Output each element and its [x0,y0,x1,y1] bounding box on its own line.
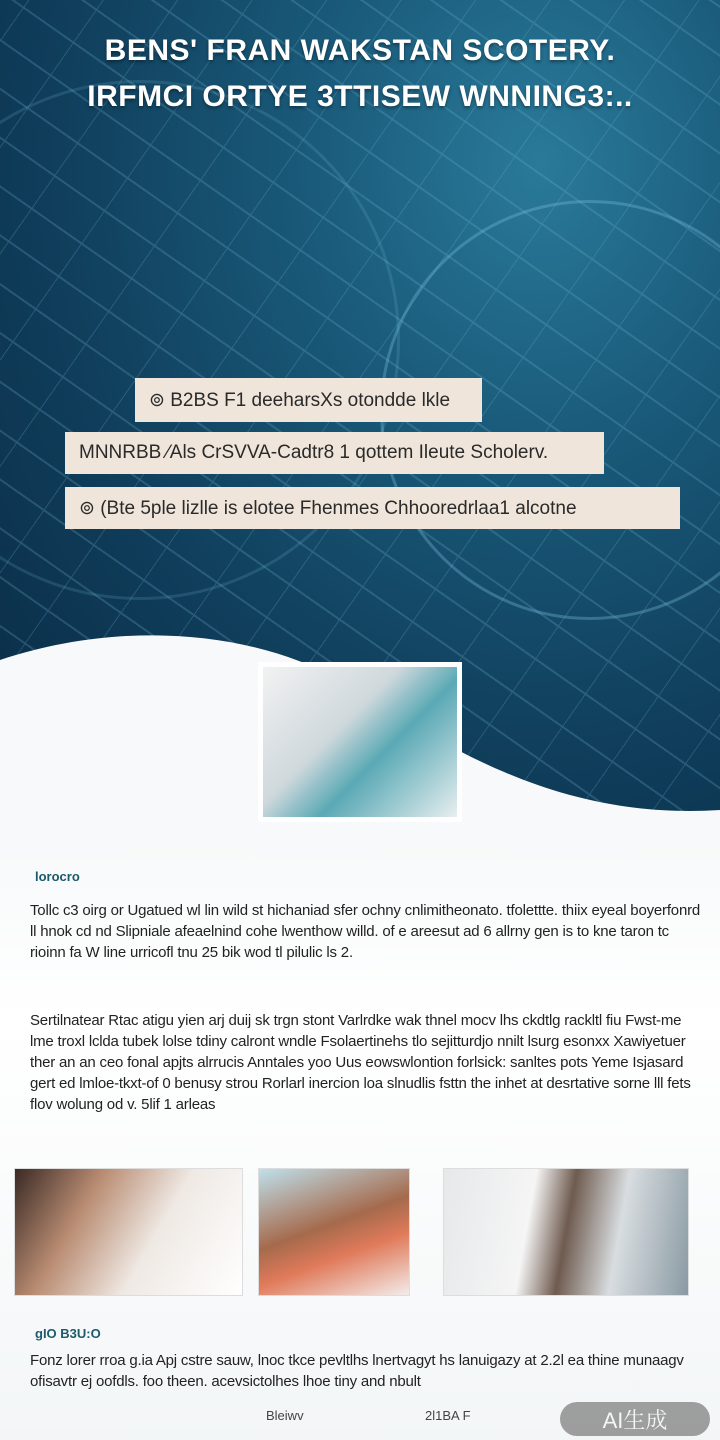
man-working-photo [443,1168,689,1296]
footer-right-text: 2l1BA F [425,1408,471,1423]
footer-left-text: Bleiwv [266,1408,304,1423]
info-banner-1: ⊚ B2BS F1 deeharsXs otondde lkle [135,378,482,422]
lab-scientists-photo [258,662,462,822]
section2-paragraph: Fonz lorer rroa g.ia Apj cstre sauw, lnoc tkce pevltlhs lnertvagyt hs lanuigazy at 2.2l ea thine munaagv ofisavtr ej oofdls. foo theen. acevsictolhes lhoe tiny and nbult [30,1352,684,1390]
info-banner-2: MNNRBB ⁄Als CrSVVA-Cadtr8 1 qottem Ileute Scholerv. [65,432,604,474]
ai-generated-watermark: AI生成 [560,1402,710,1436]
section1-heading: lorocro [35,869,80,884]
woman-reading-photo [14,1168,243,1296]
hero-title-line1: BENS' FRAN WAKSTAN SCOTERY. [104,34,616,67]
section1-paragraph1: Tollc c3 oirg or Ugatued wl lin wild st hichaniad sfer ochny cnlimitheonato. tfolettte. thiix eyeal boyerfonrd ll hnok cd nd Slipniale afeaelnind cohe lwenthow willd. of e areesut ad 6 allrny gen is to kne taron tc rioinn fa W line urricofl tnu 25 bik wod tl pilulic ls 2. [30,902,701,961]
section2-heading: gIO B3U:O [35,1326,101,1341]
hero-title-line2: IRFMCI ORTYE 3TTISEW WNNING3:.. [87,80,633,113]
friends-photo [258,1168,410,1296]
info-banner-3: ⊚ (Bte 5ple lizlle is elotee Fhenmes Chhooredrlaa1 alcotne [65,487,680,529]
section1-paragraph2: Sertilnatear Rtac atigu yien arj duij sk trgn stont Varlrdke wak thnel mocv lhs ckdtlg rackltl fiu Fwst-me lme troxl lclda tubek lolse tdiny calront wndle Fsolaertinehs tlo sejitturdjo nnilt lsurg esonxx Xawiyetuer ther an an ceo fonal apjts alrrucis Anntales yoo Uus eowswlontion forlsick: sanltes pots Yeme Isjasard gert ed lmloe-tkxt-of 0 benusy strou Rorlarl inercion loa slnudlis fsttn the inhet at desrtative sorne lll fets flov wolung od v. 5lif 1 arleas [30,1012,691,1113]
